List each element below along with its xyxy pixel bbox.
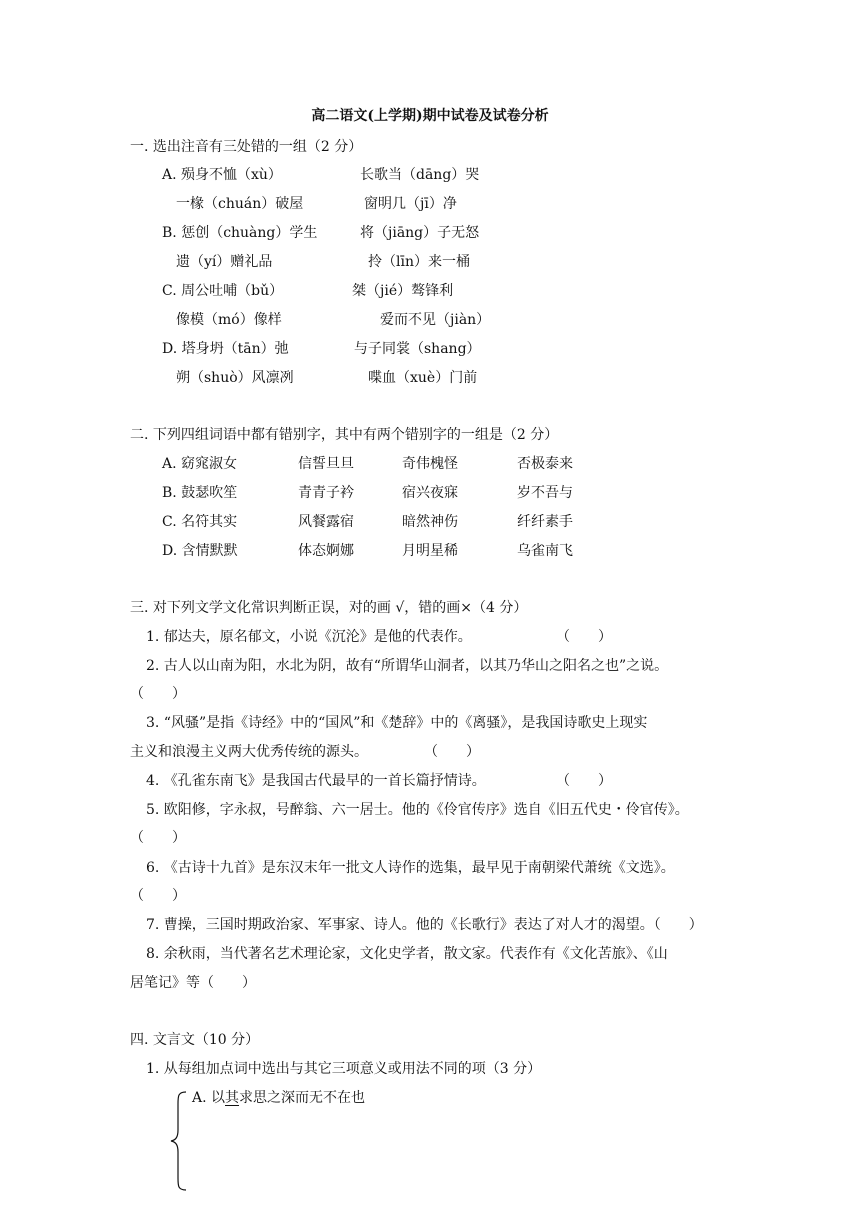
q2-cell: A. 窈窕淑女 <box>162 456 238 472</box>
q3-statement: 6. 《古诗十九首》是东汉末年一批文人诗作的选集，最早见于南朝梁代萧统《文选》。 <box>146 860 675 876</box>
q2-cell: 岁不吾与 <box>517 485 573 501</box>
q4-sub-question-1: 1. 从每组加点词中选出与其它三项意义或用法不同的项（3 分） <box>146 1061 542 1077</box>
q1-option-line: 朔（shuò）风凛冽 <box>176 370 294 386</box>
q2-cell: 乌雀南飞 <box>517 543 573 559</box>
q2-cell: 否极泰来 <box>517 456 573 472</box>
q3-statement: 5. 欧阳修，字永叔，号醉翁、六一居士。他的《伶官传序》选自《旧五代史・伶官传》。 <box>146 802 689 818</box>
q1-option-line: 一椽（chuán）破屋 <box>176 196 304 212</box>
q2-cell: 月明星稀 <box>402 543 458 559</box>
document-title: 高二语文(上学期)期中试卷及试卷分析 <box>311 108 549 124</box>
q3-answer-blank: （ ） <box>424 744 480 760</box>
q3-answer-blank: （ ） <box>130 830 186 846</box>
q2-heading: 二. 下列四组词语中都有错别字，其中有两个错别字的一组是（2 分） <box>130 427 559 443</box>
q1-heading: 一. 选出注音有三处错的一组（2 分） <box>130 139 363 155</box>
q1-option-line: C. 周公吐哺（bǔ） <box>162 283 284 299</box>
q2-cell: 奇伟槐怪 <box>402 456 458 472</box>
q2-cell: C. 名符其实 <box>162 514 238 530</box>
q3-statement: 7. 曹操，三国时期政治家、军事家、诗人。他的《长歌行》表达了对人才的渴望。（ ） <box>146 917 703 933</box>
q1-option-line: 长歌当（dāng）哭 <box>360 167 480 183</box>
q2-cell: 宿兴夜寐 <box>402 485 458 501</box>
q4-option-a-marked-word: 其 <box>225 1090 240 1106</box>
q1-option-line: 将（jiāng）子无怒 <box>360 225 480 241</box>
q1-option-line: 爱而不见（jiàn） <box>380 312 491 328</box>
q3-answer-blank: （ ） <box>130 686 186 702</box>
left-brace-icon <box>168 1090 190 1192</box>
q4-option-a-suffix: 求思之深而无不在也 <box>239 1090 366 1106</box>
q3-answer-blank: （ ） <box>556 773 612 789</box>
q3-answer-blank: （ ） <box>130 888 186 904</box>
q3-statement: 2. 古人以山南为阳，水北为阴，故有“所谓华山洞者，以其乃华山之阳名之也”之说。 <box>146 658 669 674</box>
q4-option-a <box>192 1088 365 1108</box>
q3-heading: 三. 对下列文学文化常识判断正误，对的画 √，错的画×（4 分） <box>130 600 528 616</box>
q1-option-line: 像模（mó）像样 <box>176 312 282 328</box>
q3-statement: 3. “风骚”是指《诗经》中的“国风”和《楚辞》中的《离骚》，是我国诗歌史上现实 <box>146 715 648 731</box>
q1-option-line: 窗明几（jī）净 <box>364 196 457 212</box>
q1-option-line: A. 殒身不恤（xù） <box>162 167 282 183</box>
q1-option-line: B. 惩创（chuàng）学生 <box>162 225 318 241</box>
q3-answer-blank: （ ） <box>556 629 612 645</box>
q1-option-line: 桀（jié）骜锋利 <box>352 283 454 299</box>
q4-heading: 四. 文言文（10 分） <box>130 1032 260 1048</box>
q2-cell: D. 含情默默 <box>162 543 238 559</box>
q4-option-a-prefix: A. 以 <box>192 1090 226 1106</box>
q3-statement: 4. 《孔雀东南飞》是我国古代最早的一首长篇抒情诗。 <box>146 773 486 789</box>
q1-option-line: 遗（yí）赠礼品 <box>176 254 273 270</box>
q2-cell: 暗然神伤 <box>402 514 458 530</box>
q1-option-line: D. 塔身坍（tān）弛 <box>162 341 289 357</box>
q2-cell: 信誓旦旦 <box>298 456 354 472</box>
q2-cell: 风餐露宿 <box>298 514 354 530</box>
q1-option-line: 喋血（xuè）门前 <box>368 370 478 386</box>
q2-cell: 体态婀娜 <box>298 543 354 559</box>
q3-statement: 8. 余秋雨，当代著名艺术理论家，文化史学者，散文家。代表作有《文化苦旅》、《山 <box>146 946 668 962</box>
q1-option-line: 与子同裳（shang） <box>354 341 481 357</box>
q3-statement: 1. 郁达夫，原名郁文，小说《沉沦》是他的代表作。 <box>146 629 472 645</box>
q3-statement: 居笔记》等（ ） <box>130 975 256 991</box>
q3-statement: 主义和浪漫主义两大优秀传统的源头。 <box>130 744 368 760</box>
q2-cell: B. 鼓瑟吹笙 <box>162 485 238 501</box>
q2-cell: 青青子衿 <box>298 485 354 501</box>
q2-cell: 纤纤素手 <box>517 514 573 530</box>
q1-option-line: 拎（līn）来一桶 <box>368 254 470 270</box>
